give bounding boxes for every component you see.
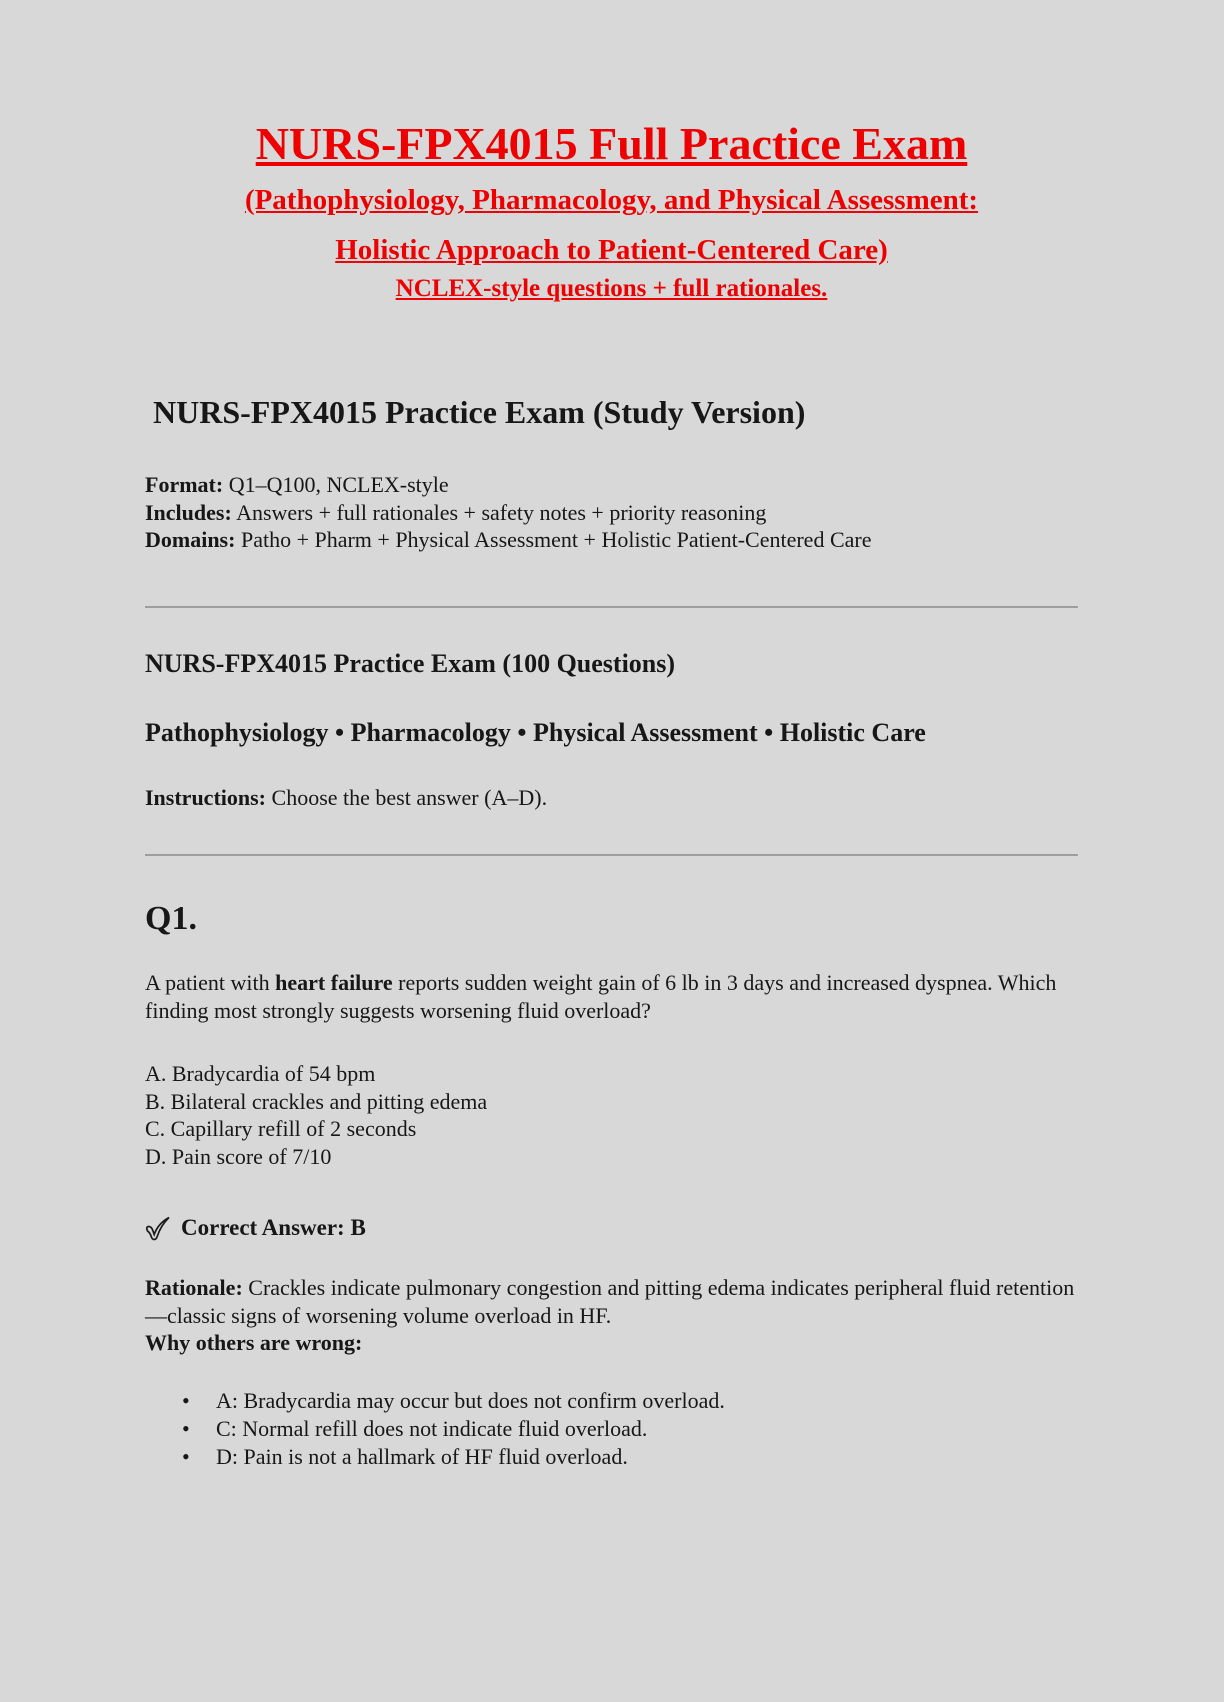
list-item bbox=[145, 1415, 1078, 1443]
meta-format-value: Q1–Q100, NCLEX-style bbox=[223, 472, 449, 498]
document-title: NURS-FPX4015 Full Practice Exam bbox=[255, 118, 968, 169]
meta-format-label: Format: bbox=[145, 472, 224, 498]
rationale-block bbox=[145, 1274, 1078, 1357]
instructions-line bbox=[145, 784, 1078, 812]
question-stem bbox=[145, 969, 1078, 1024]
why-wrong-item-a: A: Bradycardia may occur but does not confirm overload. bbox=[216, 1387, 725, 1413]
correct-answer-line bbox=[145, 1214, 1078, 1242]
why-wrong-item-c: C: Normal refill does not indicate fluid overload. bbox=[216, 1415, 648, 1441]
check-icon bbox=[145, 1215, 172, 1242]
document-subtitle-line2: Holistic Approach to Patient-Centered Care) bbox=[335, 233, 888, 266]
rationale-text: Crackles indicate pulmonary congestion and pitting edema indicates peripheral fluid retention—classic signs of worsening volume overload in HF. bbox=[145, 1275, 1075, 1328]
instructions-value: Choose the best answer (A–D). bbox=[266, 785, 548, 811]
why-wrong-list bbox=[145, 1387, 1078, 1471]
document-title-block bbox=[145, 118, 1078, 305]
question-stem-bold: heart failure bbox=[275, 970, 393, 996]
document-subtitle-line1: (Pathophysiology, Pharmacology, and Physical Assessment: bbox=[244, 183, 979, 216]
why-wrong-item-d: D: Pain is not a hallmark of HF fluid overload. bbox=[216, 1443, 628, 1469]
meta-format-line bbox=[145, 471, 1078, 499]
answer-options bbox=[145, 1060, 1078, 1170]
study-version-heading: NURS-FPX4015 Practice Exam (Study Version) bbox=[153, 393, 806, 430]
meta-domains-label: Domains: bbox=[145, 527, 236, 553]
document-page bbox=[145, 118, 1078, 1471]
bullet-icon: • bbox=[182, 1415, 190, 1441]
list-item bbox=[145, 1443, 1078, 1471]
meta-includes-line bbox=[145, 499, 1078, 527]
correct-answer-text: Correct Answer: B bbox=[181, 1215, 366, 1241]
option-a: A. Bradycardia of 54 bpm bbox=[145, 1061, 376, 1087]
section-divider-bottom bbox=[145, 854, 1078, 856]
option-b: B. Bilateral crackles and pitting edema bbox=[145, 1088, 488, 1114]
exam-meta-block bbox=[145, 471, 1078, 554]
exam-domains-line: Pathophysiology • Pharmacology • Physical Assessment • Holistic Care bbox=[145, 717, 926, 747]
document-tagline: NCLEX-style questions + full rationales. bbox=[395, 274, 828, 302]
option-c: C. Capillary refill of 2 seconds bbox=[145, 1116, 417, 1142]
bullet-icon: • bbox=[182, 1443, 190, 1469]
list-item bbox=[145, 1387, 1078, 1415]
meta-domains-value: Patho + Pharm + Physical Assessment + Holistic Patient-Centered Care bbox=[235, 527, 872, 553]
section-divider-top bbox=[145, 606, 1078, 608]
question-number: Q1. bbox=[145, 899, 197, 937]
question-stem-suffix: reports sudden weight gain of 6 lb in 3 days and increased dyspnea. Which finding most strongly suggests worsening fluid overload? bbox=[145, 970, 1057, 1023]
rationale-label: Rationale: bbox=[145, 1275, 243, 1301]
bullet-icon: • bbox=[182, 1387, 190, 1413]
instructions-label: Instructions: bbox=[145, 785, 267, 811]
why-wrong-heading: Why others are wrong: bbox=[145, 1330, 363, 1356]
meta-includes-value: Answers + full rationales + safety notes + priority reasoning bbox=[231, 499, 767, 525]
meta-includes-label: Includes: bbox=[145, 499, 232, 525]
question-stem-prefix: A patient with bbox=[145, 970, 276, 996]
exam-heading: NURS-FPX4015 Practice Exam (100 Questions) bbox=[145, 648, 676, 678]
meta-domains-line bbox=[145, 526, 1078, 554]
option-d: D. Pain score of 7/10 bbox=[145, 1143, 332, 1169]
